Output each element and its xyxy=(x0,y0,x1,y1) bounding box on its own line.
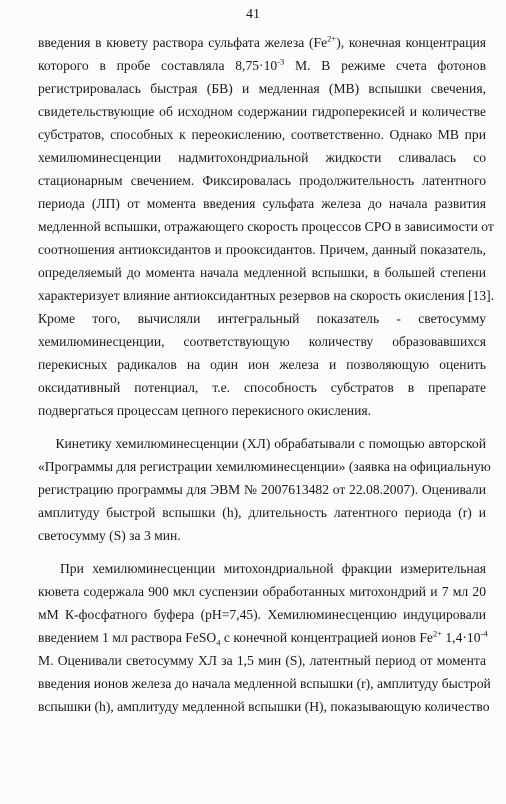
text-line: введения ионов железа до начала медленной вспышки (r), амплитуду быстрой xyxy=(38,676,491,691)
text-line: светосумму (S) за 3 мин. xyxy=(38,528,181,543)
text-line: введения в кювету раствора сульфата железа $(Fe^{2+})$, конечная концентрация xyxy=(38,33,486,50)
text-line: вспышки (h), амплитуду медленной вспышки (Н), показывающую количество xyxy=(38,699,490,714)
text-line: мМ К-фосфатного буфера (рН=7,45). Хемилюминесценцию индуцировали xyxy=(38,607,486,622)
page-number: 41 xyxy=(246,7,260,22)
text-line: М. Оценивали светосумму ХЛ за 1,5 мин (S), латентный период от момента xyxy=(38,653,486,668)
text-line: введением 1 мл раствора FeSO$_4$ с конечной концентрацией ионов $Fe^{2+}$ $1,4\cdot 10^{-4}$ xyxy=(38,628,488,648)
text-line: субстратов, способных к переокислению, соответственно. Однако МВ при xyxy=(38,127,486,142)
text-line: регистрацию программы для ЭВМ № 2007613482 от 22.08.2007). Оценивали xyxy=(38,482,486,497)
text-line: оксидативный потенциал, т.е. способность субстратов в препарате xyxy=(38,380,486,395)
text-line: свидетельствующие об исходном содержании гидроперекисей и количестве xyxy=(38,104,486,119)
text-line: «Программы для регистрации хемилюминесценции» (заявка на официальную xyxy=(38,459,491,474)
text-line: амплитуду быстрой вспышки (h), длительность латентного периода (r) и xyxy=(38,505,486,520)
paragraph-spacer xyxy=(38,547,486,557)
text-line: медленной вспышки, отражающего скорость процессов СРО в зависимости от xyxy=(38,219,494,234)
text-line: хемилюминесценции, соответствующую количеству образовавшихся xyxy=(38,334,486,349)
text-line: Кинетику хемилюминесценции (ХЛ) обрабатывали с помощью авторской xyxy=(55,436,487,451)
text-line: соотношения антиоксидантов и прооксидантов. Причем, данный показатель, xyxy=(38,242,486,257)
text-line: кювета содержала 900 мкл суспензии обработанных митохондрий и 7 мл 20 xyxy=(38,584,486,599)
text-line: характеризует влияние антиоксидантных резервов на скорость окисления [13]. xyxy=(38,288,495,303)
text-line: хемилюминесценции надмитохондриальной жидкости сливалась со xyxy=(38,150,486,165)
paragraph xyxy=(38,31,495,422)
text-line: При хемилюминесценции митохондриальной фракции измерительная xyxy=(59,561,486,576)
text-line: которого в пробе составляла $8,75\cdot 10^{-3}$ М. В режиме счета фотонов xyxy=(38,56,486,73)
paragraph xyxy=(38,432,491,547)
body-text xyxy=(38,31,495,718)
text-line: определяемый до момента начала медленной вспышки, в большей степени xyxy=(38,265,486,280)
paragraph-spacer xyxy=(38,422,486,432)
paragraph xyxy=(38,557,491,718)
text-line: стационарным свечением. Фиксировалась продолжительность латентного xyxy=(38,173,486,188)
text-line: периода (ЛП) от момента введения сульфата железа до начала развития xyxy=(38,196,486,211)
text-line: перекисных радикалов на один ион железа и позволяющую оценить xyxy=(38,357,486,372)
text-line: регистрировалась быстрая (БВ) и медленная (МВ) вспышки свечения, xyxy=(38,81,486,96)
text-line: Кроме того, вычисляли интегральный показатель - светосумму xyxy=(38,311,486,326)
text-line: подвергаться процессам цепного перекисного окисления. xyxy=(38,403,371,418)
